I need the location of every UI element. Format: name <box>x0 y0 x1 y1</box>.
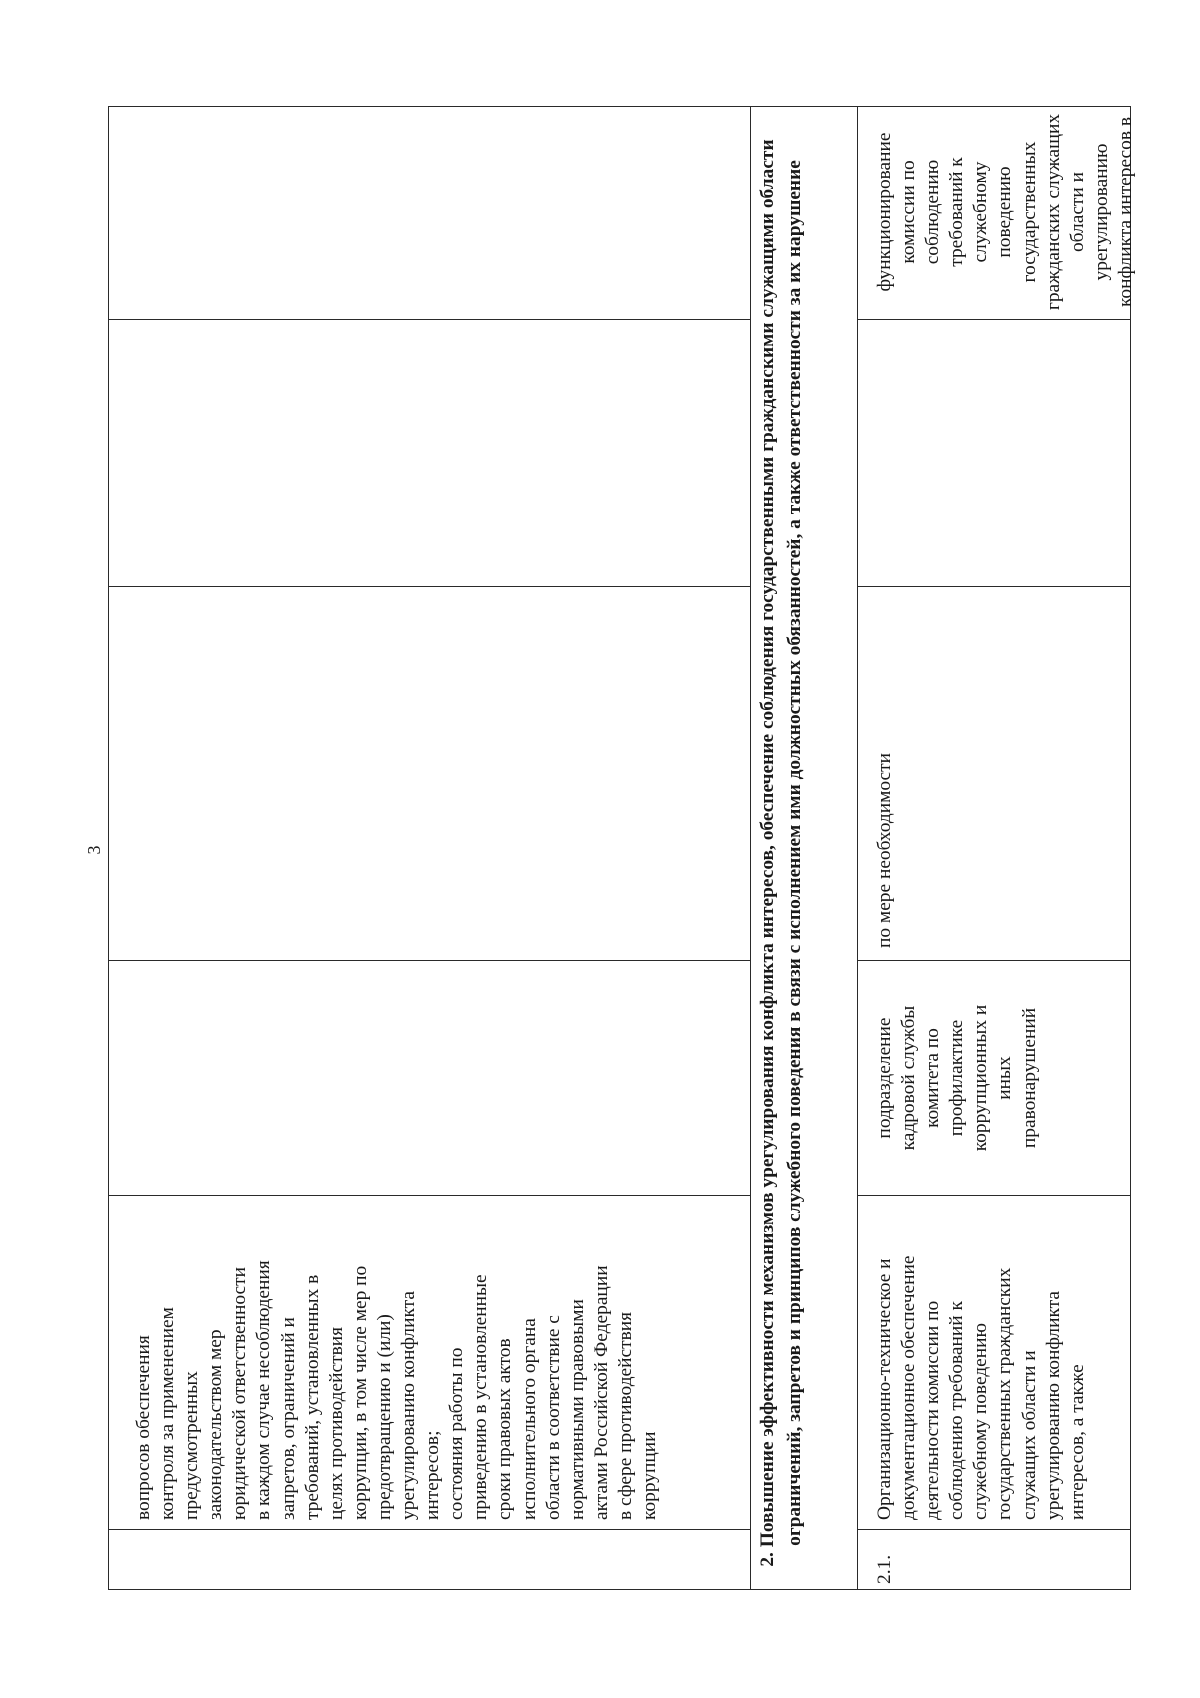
table-left-border <box>108 1589 1130 1590</box>
column-border <box>857 586 1130 587</box>
result-cell: функционирование комиссии по соблюдению требований к служебному поведению государственных гражданских служащих области и урегулированию конфликта интересов в <box>874 113 1136 311</box>
column-border <box>857 960 1130 961</box>
column-border <box>857 1529 1130 1530</box>
executor-cell: подразделение кадровой службы комитета по профилактике коррупционных и иных правонарушений <box>874 1004 1040 1152</box>
row-number: 2.1. <box>874 1554 895 1584</box>
column-border <box>857 319 1130 320</box>
column-border <box>108 960 750 961</box>
table-row-separator <box>857 106 858 1590</box>
deadline-cell: по мере необходимости <box>874 753 895 948</box>
page-number: 3 <box>84 845 104 855</box>
column-border <box>857 1195 1130 1196</box>
measure-cell: Организационно-техническое и документационное обеспечение деятельности комиссии по соблюдению требований к служебному поведению государственных гражданских служащих области и урегулированию конфликта интересов, а также <box>874 1255 1088 1520</box>
table-bottom-border <box>1130 106 1131 1590</box>
column-border <box>108 1195 750 1196</box>
column-border <box>108 586 750 587</box>
section-2-heading: 2. Повышение эффективности механизмов урегулирования конфликта интересов, обеспечение соблюдения государственными гражданскими служащими области ограничений, запретов и принципов служебного поведения в связи с исполнением ими должностных обязанностей, а также ответственности за их нарушение <box>757 139 805 1567</box>
column-border <box>108 1529 750 1530</box>
table-top-border <box>108 106 109 1590</box>
column-border <box>108 319 750 320</box>
table-row-separator <box>750 106 751 1590</box>
prev-row-measure-text: вопросов обеспечения контроля за применением предусмотренных законодательством мер юридической ответственности в каждом случае несоблюдения запретов, ограничений и требований, установленных в целях противодействия коррупции, в том числе мер по предотвращению и (или) урегулированию конфликта интересов; состояния работы по приведению в установленные сроки правовых актов исполнительного органа области в соответствие с нормативными правовыми актами Российской Федерации в сфере противодействия коррупции <box>133 1260 660 1520</box>
